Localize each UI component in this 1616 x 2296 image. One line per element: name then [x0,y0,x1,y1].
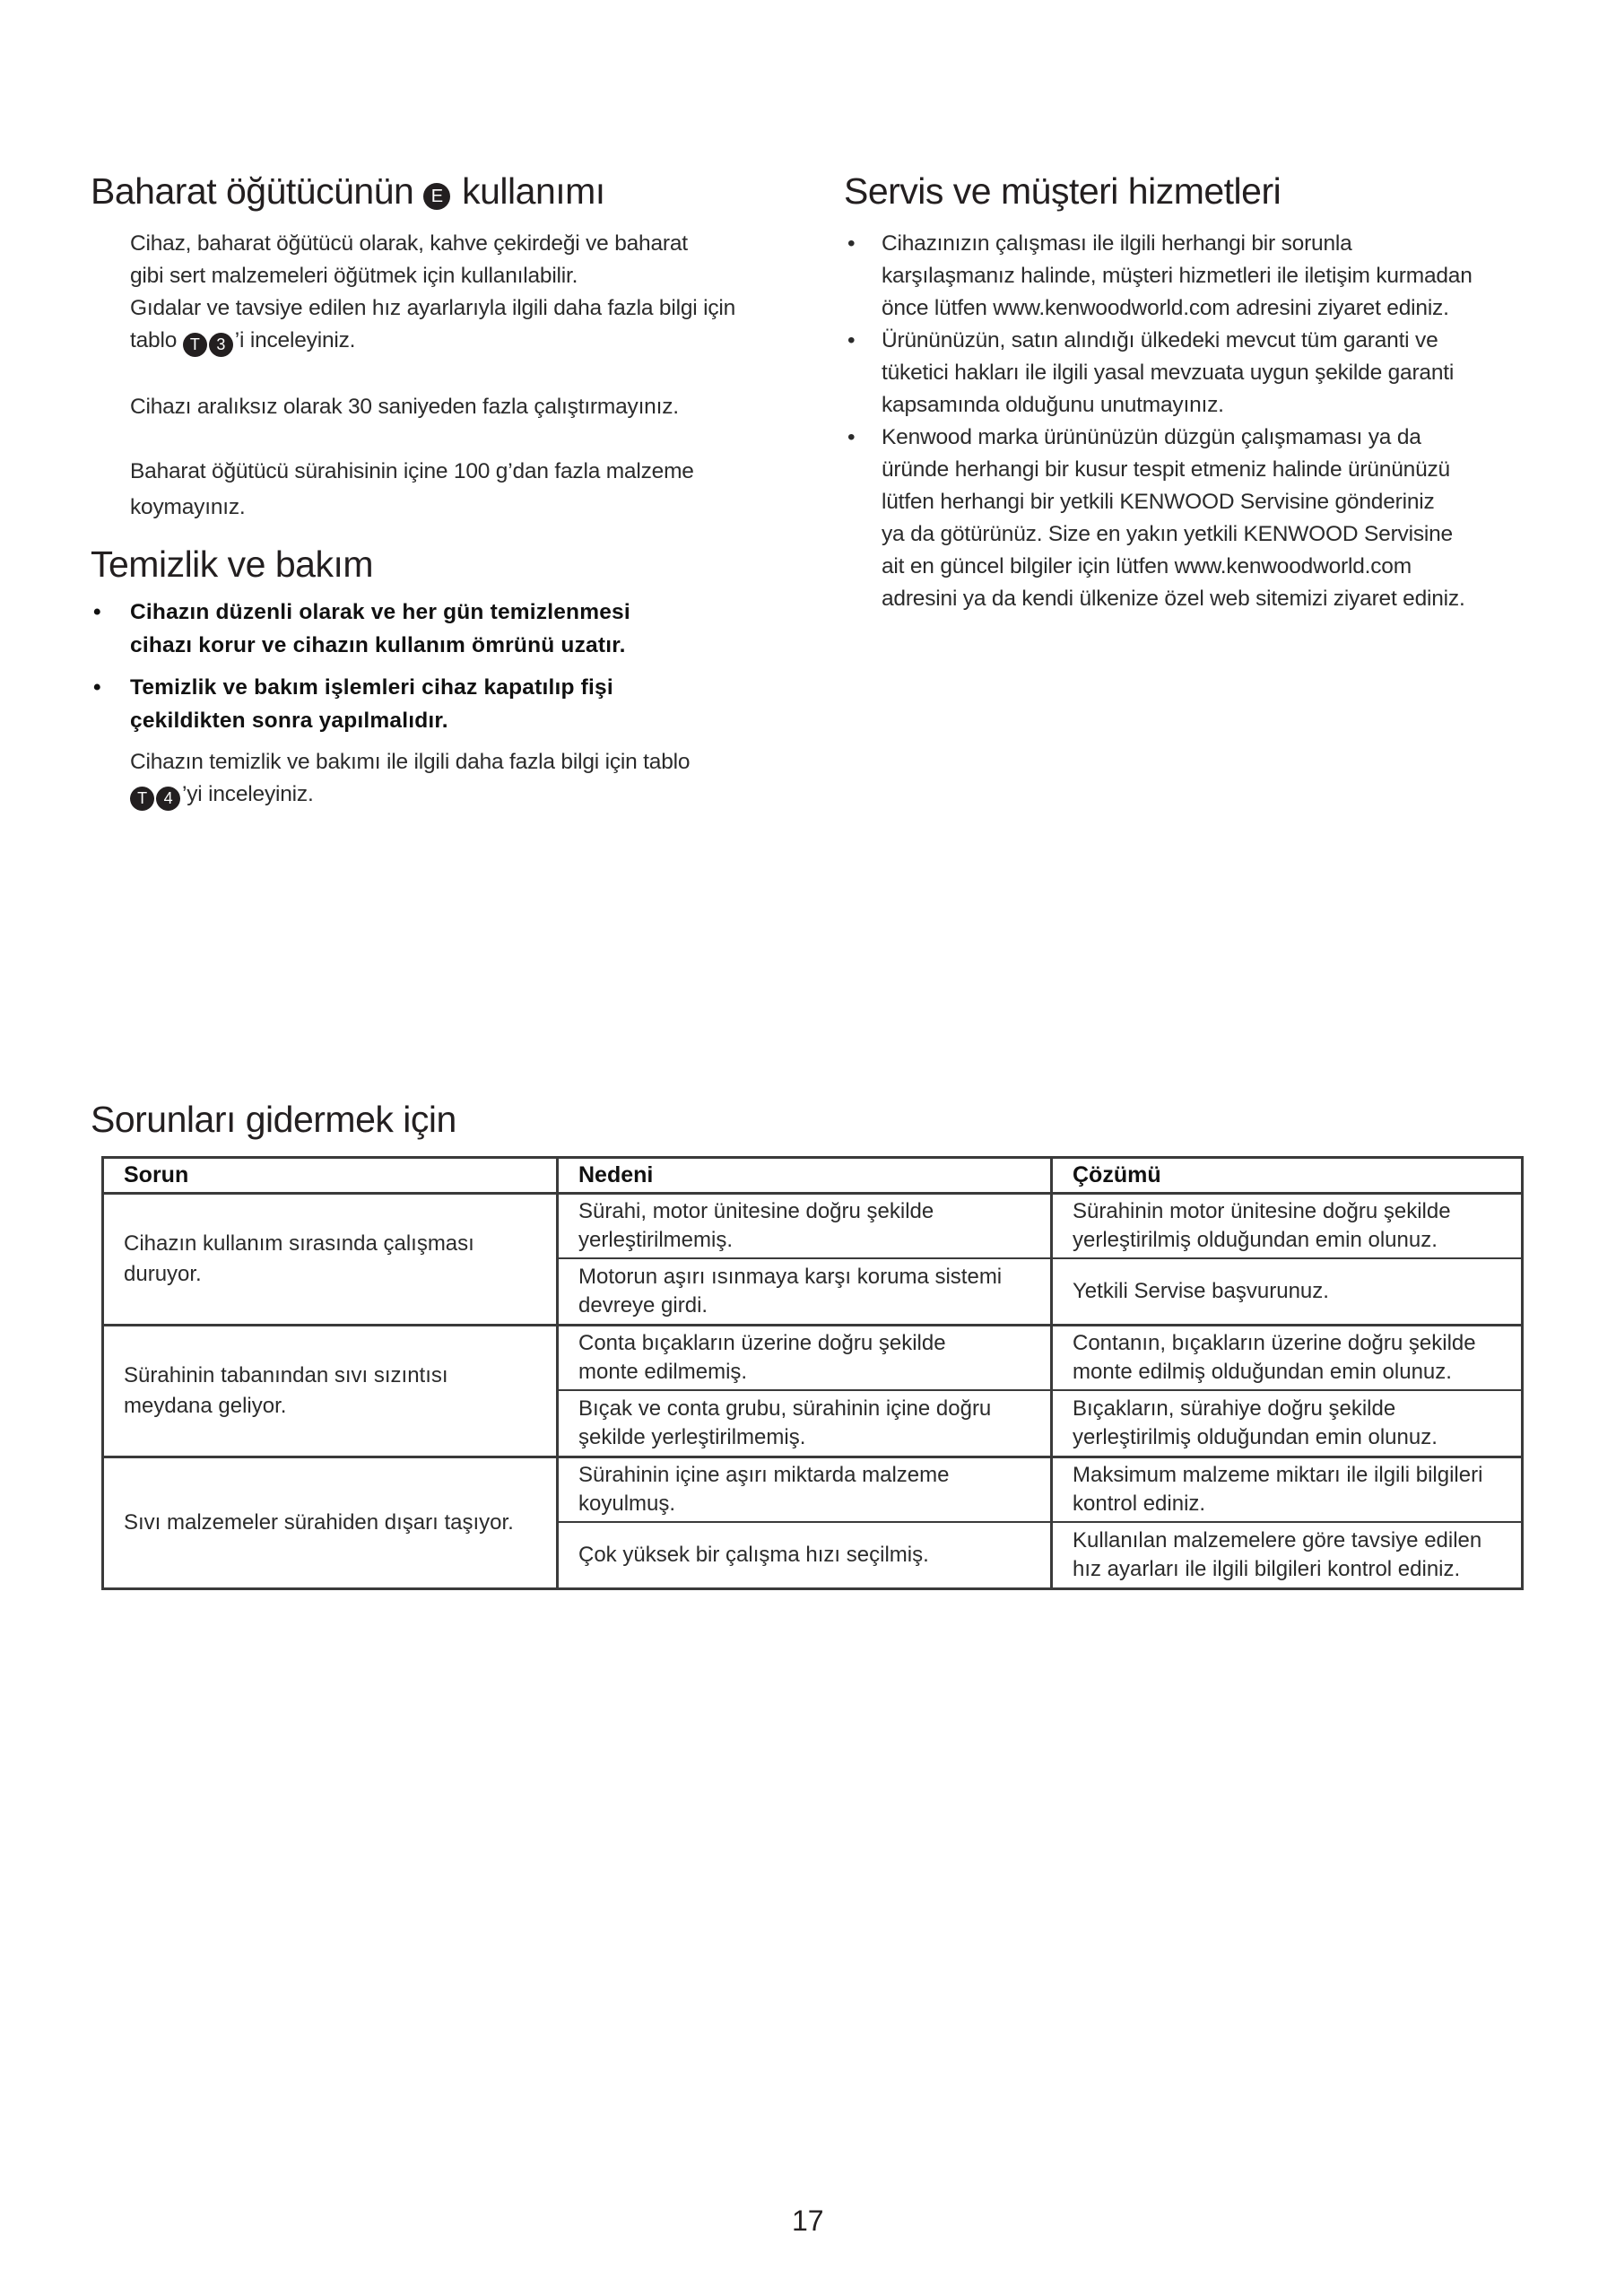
list-item [846,422,1545,615]
cause-cell [559,1195,1053,1257]
table-t-badge-icon: T [130,787,154,811]
problem-cell [104,1326,559,1456]
list-item [91,596,791,662]
table-row-group [104,1326,1521,1458]
cleaning-bullets [91,596,791,746]
spice-mill-intro [130,228,776,357]
spice-mill-warning-time: Cihazı aralıksız olarak 30 saniyeden fazla çalıştırmayınız. [130,395,679,419]
service-bullets [846,228,1545,615]
text-line [130,778,794,811]
text-line: Cihazınızın çalışması ile ilgili herhangi bir sorunla [882,231,1352,256]
text-line: cihazı korur ve cihazın kullanım ömrünü uzatır. [130,633,626,657]
text-line: Cihazın kullanım sırasında çalışması [124,1231,474,1256]
list-item [846,228,1545,325]
text: tablo [130,328,178,352]
cleaning-note [130,746,794,811]
cause-cell [559,1523,1053,1587]
text-line: üründe herhangi bir kusur tespit etmeniz halinde ürününüzü [882,457,1450,482]
cause-cell [559,1458,1053,1521]
text-line: Çok yüksek bir çalışma hızı seçilmiş. [578,1543,929,1567]
text-line: adresini ya da kendi ülkenize özel web sitemizi ziyaret ediniz. [882,587,1465,611]
text-line: Sıvı malzemeler sürahiden dışarı taşıyor. [124,1510,514,1535]
text-line: Cihazın düzenli olarak ve her gün temizlenmesi [130,600,630,624]
problem-cell [104,1195,559,1324]
list-item [91,671,791,737]
table-row [559,1458,1521,1523]
text-line: Sürahi, motor ünitesine doğru şekilde [578,1199,934,1223]
page-number: 17 [792,2205,824,2237]
text-line: gibi sert malzemeleri öğütmek için kullanılabilir. [130,264,578,288]
text-line: şekilde yerleştirilmemiş. [578,1425,806,1449]
text-line: tüketici hakları ile ilgili yasal mevzuata uygun şekilde garanti [882,361,1455,385]
text-line: Sürahinin içine aşırı miktarda malzeme [578,1463,950,1487]
text-line: Cihazın temizlik ve bakımı ile ilgili daha fazla bilgi için tablo [130,750,691,774]
text-line: Temizlik ve bakım işlemleri cihaz kapatılıp fişi [130,675,613,700]
text-line: Sürahinin tabanından sıvı sızıntısı [124,1363,448,1387]
table-4-badge-icon: 4 [156,787,180,811]
text-line: Conta bıçakların üzerine doğru şekilde [578,1331,946,1355]
text-line: ya da götürünüz. Size en yakın yetkili KENWOOD Servisine [882,522,1453,546]
bullet-icon: • [93,600,101,624]
solution-cell [1053,1523,1521,1587]
table-header-row [104,1159,1521,1195]
cause-cell [559,1326,1053,1389]
column-header-cause: Nedeni [559,1159,1053,1192]
problem-cell [104,1458,559,1587]
service-heading: Servis ve müşteri hizmetleri [844,170,1282,212]
text-line: meydana geliyor. [124,1394,287,1418]
table-row-group [104,1458,1521,1587]
spice-mill-heading [91,170,605,213]
text-line: monte edilmiş olduğundan emin olunuz. [1073,1360,1452,1384]
text-line: Motorun aşırı ısınmaya karşı koruma sistemi [578,1265,1003,1289]
bullet-icon: • [847,328,856,352]
text-line: kapsamında olduğunu unutmayınız. [882,393,1224,417]
text-line: Baharat öğütücü sürahisinin içine 100 g’dan fazla malzeme [130,459,694,483]
text-line: Bıçakların, sürahiye doğru şekilde [1073,1396,1396,1421]
text-line: Yetkili Servise başvurunuz. [1073,1279,1329,1303]
column-header-problem: Sorun [104,1159,559,1192]
text-line: hız ayarları ile ilgili bilgileri kontrol ediniz. [1073,1557,1461,1581]
troubleshooting-table [101,1156,1524,1590]
cleaning-heading: Temizlik ve bakım [91,544,374,585]
troubleshooting-heading: Sorunları gidermek için [91,1099,456,1140]
bullet-icon: • [847,425,856,449]
text-line: Contanın, bıçakların üzerine doğru şekilde [1073,1331,1476,1355]
heading-text: Baharat öğütücünün [91,170,414,212]
text-line: ait en güncel bilgiler için lütfen www.kenwoodworld.com [882,554,1412,578]
heading-text: kullanımı [462,170,605,212]
solution-cell [1053,1259,1521,1324]
solution-cell [1053,1195,1521,1257]
text: ’i inceleyiniz. [234,328,356,352]
attachment-e-badge-icon: E [423,183,450,210]
text-line: kontrol ediniz. [1073,1492,1206,1516]
table-row [559,1326,1521,1391]
text-line: Sürahinin motor ünitesine doğru şekilde [1073,1199,1451,1223]
text-line: devreye girdi. [578,1293,708,1318]
text-line: Gıdalar ve tavsiye edilen hız ayarlarıyla ilgili daha fazla bilgi için [130,296,736,320]
table-t-badge-icon: T [183,333,207,357]
table-row [559,1195,1521,1259]
text-line: Kenwood marka ürününüzün düzgün çalışmaması ya da [882,425,1421,449]
text: ’yi inceleyiniz. [182,782,314,806]
cause-cell [559,1259,1053,1324]
table-row [559,1523,1521,1587]
table-row [559,1391,1521,1456]
table-3-badge-icon: 3 [209,333,233,357]
text-line: Cihaz, baharat öğütücü olarak, kahve çekirdeği ve baharat [130,231,688,256]
column-header-solution: Çözümü [1073,1162,1161,1187]
text-line: yerleştirilmemiş. [578,1228,734,1252]
text-line: karşılaşmanız halinde, müşteri hizmetleri ile iletişim kurmadan [882,264,1473,288]
text-line: önce lütfen www.kenwoodworld.com adresini ziyaret ediniz. [882,296,1449,320]
spice-mill-warning-quantity [130,456,776,524]
text-line: koymayınız. [130,495,246,519]
solution-cell [1053,1326,1521,1389]
table-row-group [104,1195,1521,1326]
text-line [130,325,776,357]
table-row [559,1259,1521,1324]
solution-cell [1053,1458,1521,1521]
text-line: Ürününüzün, satın alındığı ülkedeki mevcut tüm garanti ve [882,328,1438,352]
solution-cell [1053,1391,1521,1456]
text-line: koyulmuş. [578,1492,676,1516]
text-line: yerleştirilmiş olduğundan emin olunuz. [1073,1228,1438,1252]
text-line: Maksimum malzeme miktarı ile ilgili bilgileri [1073,1463,1483,1487]
bullet-icon: • [93,675,101,700]
text-line: yerleştirilmiş olduğundan emin olunuz. [1073,1425,1438,1449]
text-line: Bıçak ve conta grubu, sürahinin içine doğru [578,1396,992,1421]
bullet-icon: • [847,231,856,256]
text-line: duruyor. [124,1262,202,1286]
text-line: Kullanılan malzemelere göre tavsiye edilen [1073,1528,1482,1552]
text-line: çekildikten sonra yapılmalıdır. [130,709,448,733]
text-line: lütfen herhangi bir yetkili KENWOOD Servisine gönderiniz [882,490,1435,514]
cause-cell [559,1391,1053,1456]
text-line: monte edilmemiş. [578,1360,748,1384]
list-item [846,325,1545,422]
